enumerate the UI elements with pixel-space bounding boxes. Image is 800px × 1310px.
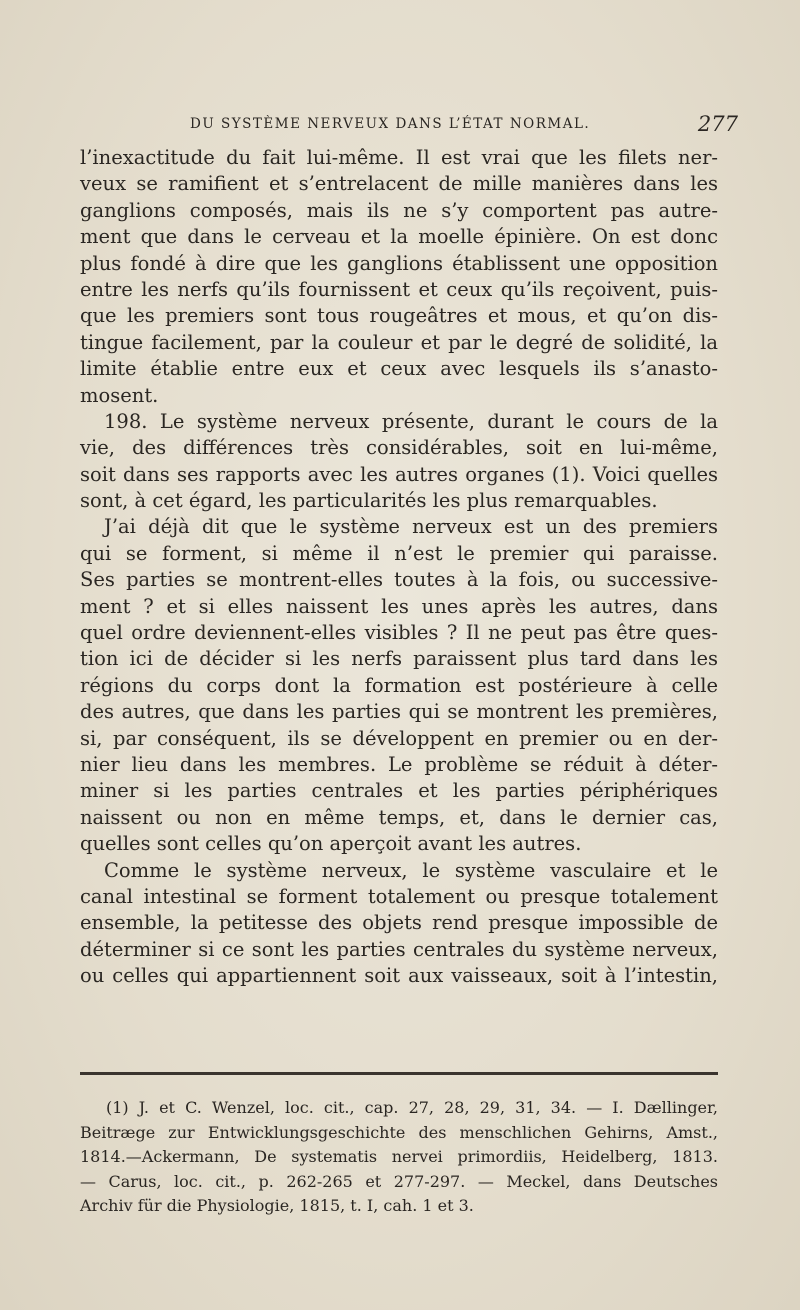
- text-line: ensemble, la petitesse des objets rend presque impossible de: [80, 911, 718, 935]
- paragraph-start-line: Comme le système nerveux, le système vasculaire et le: [104, 858, 718, 882]
- text-line: ment que dans le cerveau et la moelle épinière. On est donc: [80, 225, 718, 249]
- running-title: DU SYSTÈME NERVEUX DANS L’ÉTAT NORMAL.: [190, 116, 591, 132]
- text-line: veux se ramifient et s’entrelacent de mille manières dans les: [80, 172, 718, 196]
- footnotes: [80, 1096, 718, 1219]
- text-line: régions du corps dont la formation est postérieure à celle: [80, 673, 718, 697]
- text-line: ganglions composés, mais ils ne s’y comportent pas autre-: [80, 198, 718, 222]
- text-line: mosent.: [80, 383, 159, 407]
- footnote-line: Archiv für die Physiologie, 1815, t. I, cah. 1 et 3.: [80, 1196, 474, 1215]
- text-line: que les premiers sont tous rougeâtres et mous, et qu’on dis-: [80, 304, 718, 328]
- text-line: tingue facilement, par la couleur et par le degré de solidité, la: [80, 330, 718, 354]
- footnote-line: — Carus, loc. cit., p. 262-265 et 277-297. — Meckel, dans Deutsches: [80, 1171, 718, 1191]
- text-line: quelles sont celles qu’on aperçoit avant les autres.: [80, 832, 582, 856]
- page-number: 277: [697, 112, 738, 136]
- text-line: qui se forment, si même il n’est le premier qui paraisse.: [80, 541, 718, 565]
- text-line: plus fondé à dire que les ganglions établissent une opposition: [80, 251, 718, 275]
- text-line: si, par conséquent, ils se développent en premier ou en der-: [80, 726, 718, 750]
- text-line: Ses parties se montrent-elles toutes à la fois, ou successive-: [80, 568, 718, 592]
- text-line: quel ordre deviennent-elles visibles ? Il ne peut pas être ques-: [80, 621, 718, 645]
- text-line: des autres, que dans les parties qui se montrent les premières,: [80, 700, 718, 724]
- text-line: l’inexactitude du fait lui-même. Il est vrai que les filets ner-: [80, 146, 718, 169]
- paragraph-start-line: 198. Le système nerveux présente, durant le cours de la: [104, 409, 718, 433]
- body-text: [80, 145, 718, 990]
- footnote-line: Beitræge zur Entwicklungsgeschichte des menschlichen Gehirns, Amst.,: [80, 1122, 718, 1142]
- paragraph-start-line: J’ai déjà dit que le système nerveux est un des premiers: [104, 515, 718, 539]
- text-line: vie, des différences très considérables, soit en lui-même,: [80, 436, 718, 460]
- text-line: sont, à cet égard, les particularités les plus remarquables.: [80, 489, 658, 513]
- text-line: tion ici de décider si les nerfs paraissent plus tard dans les: [80, 647, 718, 671]
- text-line: canal intestinal se forment totalement ou presque totalement: [80, 884, 718, 908]
- text-line: entre les nerfs qu’ils fournissent et ceux qu’ils reçoivent, puis-: [80, 277, 718, 301]
- text-line: déterminer si ce sont les parties centrales du système nerveux,: [80, 937, 718, 961]
- text-line: nier lieu dans les membres. Le problème se réduit à déter-: [80, 752, 718, 776]
- text-line: naissent ou non en même temps, et, dans le dernier cas,: [80, 805, 718, 829]
- page-header: [190, 112, 738, 138]
- text-line: miner si les parties centrales et les parties périphériques: [80, 779, 718, 803]
- footnote-line: (1) J. et C. Wenzel, loc. cit., cap. 27, 28, 29, 31, 34. — I. Dællinger,: [106, 1098, 718, 1117]
- text-line: limite établie entre eux et ceux avec lesquels ils s’anasto-: [80, 357, 718, 381]
- text-line: ou celles qui appartiennent soit aux vaisseaux, soit à l’intestin,: [80, 964, 718, 988]
- text-line: ment ? et si elles naissent les unes après les autres, dans: [80, 594, 718, 618]
- footnote-divider: [80, 1072, 718, 1075]
- footnote-line: 1814.—Ackermann, De systematis nervei primordiis, Heidelberg, 1813.: [80, 1147, 718, 1166]
- text-line: soit dans ses rapports avec les autres organes (1). Voici quelles: [80, 462, 718, 486]
